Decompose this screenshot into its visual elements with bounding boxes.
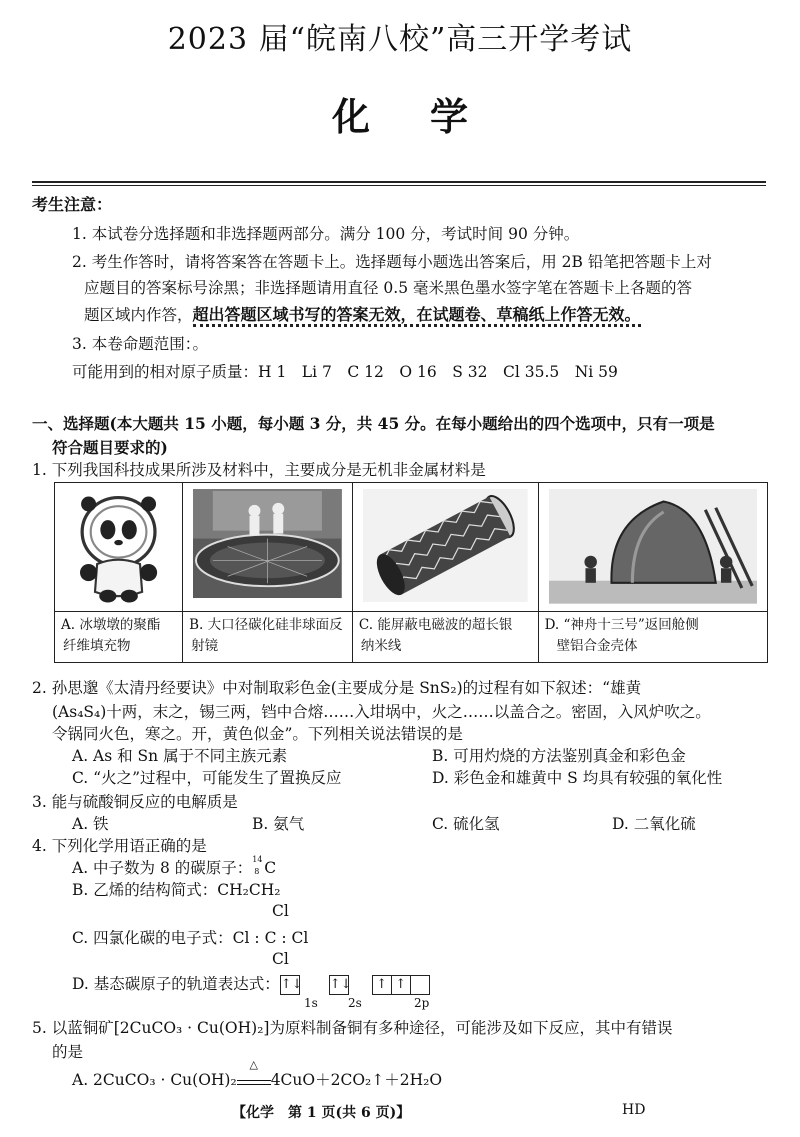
mass-number: 14 xyxy=(252,855,263,864)
option-a: A. As 和 Sn 属于不同主族元素 xyxy=(72,747,288,765)
nanowire-image xyxy=(363,489,528,602)
orbital-box: ↑↓ xyxy=(280,975,300,995)
question-stem: 2. 孙思邈《太清丹经要诀》中对制取彩色金(主要成分是 SnS₂)的过程有如下叙述：“雄黄 xyxy=(32,679,642,697)
orbital-label: 1s xyxy=(304,996,318,1010)
atomic-masses: 可能用到的相对原子质量：H 1 Li 7 C 12 O 16 S 32 Cl 35.5 Ni 59 xyxy=(72,363,618,381)
exam-title: 2023 届“皖南八校”高三开学考试 xyxy=(167,22,633,57)
element-symbol: C xyxy=(264,859,277,877)
option-caption-c xyxy=(352,612,538,663)
orbital-1s xyxy=(280,975,303,995)
question-stem: (As₄S₄)十两，末之，锡三两，铛中合熔……入坩埚中，火之……以盖合之。密固，入风炉吹之。 xyxy=(52,703,711,721)
section-heading: 一、选择题(本大题共 15 小题，每小题 3 分，共 45 分。在每小题给出的四个选项中，只有一项是 xyxy=(32,414,715,433)
question-stem: 4. 下列化学用语正确的是 xyxy=(32,837,207,855)
caption-line: B. 大口径碳化硅非球面反 xyxy=(189,617,343,633)
orbital-label: 2p xyxy=(414,996,430,1010)
electron-formula-bottom: Cl xyxy=(272,950,289,968)
orbital-box: ↑↓ xyxy=(329,975,349,995)
question-stem: 3. 能与硫酸铜反应的电解质是 xyxy=(32,793,238,811)
heat-symbol: △ xyxy=(249,1058,258,1071)
mirror-image xyxy=(193,489,342,598)
option-a xyxy=(72,856,276,879)
option-image-b xyxy=(183,483,353,612)
orbital-box: ↑ xyxy=(372,975,392,995)
caption-line: 纳米线 xyxy=(360,638,402,654)
caption-line: A. 冰墩墩的聚酯 xyxy=(61,617,161,633)
orbital-2p xyxy=(372,975,429,995)
mascot-image xyxy=(65,489,172,607)
option-image-d xyxy=(538,483,767,612)
q1-option-table xyxy=(54,482,768,663)
equation-right: 4CuO＋2CO₂↑＋2H₂O xyxy=(270,1071,443,1089)
option-b: B. 乙烯的结构简式：CH₂CH₂ xyxy=(72,881,281,899)
divider-line xyxy=(32,181,766,183)
nuclide-notation xyxy=(252,855,264,879)
option-caption-b xyxy=(183,612,353,663)
notice-heading: 考生注意： xyxy=(32,195,113,214)
orbital-box: ↑ xyxy=(391,975,411,995)
option-caption-a xyxy=(55,612,183,663)
option-d xyxy=(72,972,439,995)
question-stem: 1. 下列我国科技成果所涉及材料中，主要成分是无机非金属材料是 xyxy=(32,461,486,479)
section-heading: 符合题目要求的) xyxy=(52,438,168,457)
option-b: B. 可用灼烧的方法鉴别真金和彩色金 xyxy=(432,747,686,765)
capsule-image xyxy=(549,489,757,604)
question-stem: 令锅同火色，寒之。开，黄色似金”。下列相关说法错误的是 xyxy=(52,725,463,743)
notice-emphasis: 超出答题区域书写的答案无效，在试题卷、草稿纸上作答无效。 xyxy=(193,305,641,327)
notice-item: 1. 本试卷分选择题和非选择题两部分。满分 100 分，考试时间 90 分钟。 xyxy=(72,225,580,243)
option-a: A. 铁 xyxy=(72,815,109,833)
option-caption-d xyxy=(538,612,767,663)
page-footer: 【化学 第 1 页(共 6 页)】 xyxy=(232,1105,411,1121)
reaction-arrow xyxy=(237,1058,271,1085)
paper-code: HD xyxy=(622,1102,646,1118)
divider-line xyxy=(32,185,766,186)
caption-line: 壁铝合金壳体 xyxy=(556,638,638,654)
option-text: D. 基态碳原子的轨道表达式： xyxy=(72,975,280,993)
caption-line: 纤维填充物 xyxy=(63,638,131,654)
option-text: A. 中子数为 8 的碳原子： xyxy=(72,859,253,877)
orbital-label: 2s xyxy=(348,996,362,1010)
option-image-a xyxy=(55,483,183,612)
question-stem: 5. 以蓝铜矿[2CuCO₃ · Cu(OH)₂]为原料制备铜有多种途径，可能涉及如下反应，其中有错误 xyxy=(32,1019,673,1037)
option-d: D. 二氧化硫 xyxy=(612,815,696,833)
caption-line: 射镜 xyxy=(191,638,219,654)
notice-item: 2. 考生作答时，请将答案答在答题卡上。选择题每小题选出答案后，用 2B 铅笔把答题卡上对 xyxy=(72,253,712,271)
option-d: D. 彩色金和雄黄中 S 均具有较强的氧化性 xyxy=(432,769,723,787)
orbital-2s xyxy=(329,975,352,995)
notice-text: 题区域内作答， xyxy=(84,306,193,324)
subject-title: 化学 xyxy=(331,94,528,139)
notice-item: 应题目的答案标号涂黑；非选择题请用直径 0.5 毫米黑色墨水签字笔在答题卡上各题的答 xyxy=(84,279,693,297)
caption-line: D. “神舟十三号”返回舱侧 xyxy=(544,617,699,633)
option-b: B. 氨气 xyxy=(252,815,305,833)
atomic-number: 8 xyxy=(254,867,260,876)
caption-line: C. 能屏蔽电磁波的超长银 xyxy=(358,617,513,633)
orbital-box xyxy=(410,975,430,995)
option-c: C. “火之”过程中，可能发生了置换反应 xyxy=(72,769,342,787)
equation-left: A. 2CuCO₃ · Cu(OH)₂ xyxy=(72,1071,237,1089)
question-stem: 的是 xyxy=(52,1043,84,1061)
option-image-c xyxy=(352,483,538,612)
option-c xyxy=(72,926,308,948)
equals-sign xyxy=(237,1080,271,1085)
electron-formula: Cl : C : Cl xyxy=(232,929,309,947)
notice-item: 3. 本卷命题范围：。 xyxy=(72,335,208,353)
option-c: C. 硫化氢 xyxy=(432,815,500,833)
option-text: C. 四氯化碳的电子式： xyxy=(72,929,233,947)
option-a xyxy=(72,1058,443,1090)
electron-formula-top: Cl xyxy=(272,902,289,920)
notice-item xyxy=(84,302,641,325)
